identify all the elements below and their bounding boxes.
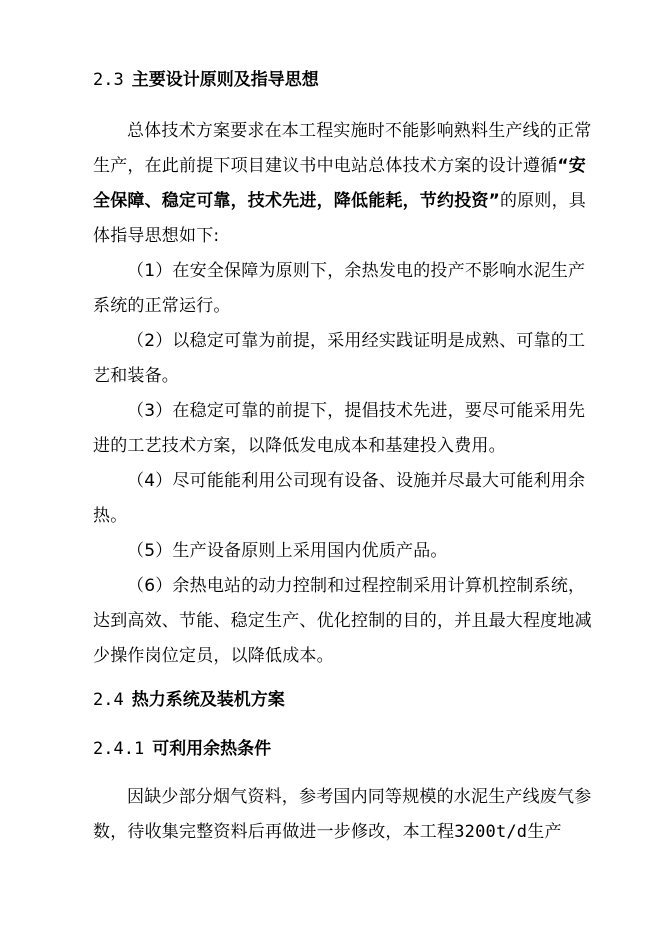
section-title: 主要设计原则及指导思想 (131, 70, 319, 90)
paragraph-text: 因缺少部分烟气资料，参考国内同等规模的水泥生产线废气参数，待收集完整资料后再做进一步修改，本工程 (93, 787, 592, 842)
guideline-item-2: （2）以稳定可靠为前提，采用经实践证明是成熟、可靠的工艺和装备。 (93, 331, 586, 386)
waste-heat-paragraph (93, 780, 593, 850)
heading-2-3 (93, 68, 319, 92)
section-number: 2.4 (93, 690, 124, 710)
guideline-item-3: （3）在稳定可靠的前提下，提倡技术先进，要尽可能采用先进的工艺技术方案，以降低发电成本和基建投入费用。 (93, 401, 586, 456)
section-title: 热力系统及装机方案 (131, 690, 285, 710)
heading-2-4 (93, 688, 285, 712)
guideline-item-1: （1）在安全保障为原则下，余热发电的投产不影响水泥生产系统的正常运行。 (93, 261, 586, 316)
intro-text: 总体技术方案要求在本工程实施时不能影响熟料生产线的正常生产，在此前提下项目建议书中电站总体技术方案的设计遵循 (93, 121, 592, 176)
guideline-item-6: （6）余热电站的动力控制和过程控制采用计算机控制系统，达到高效、节能、稳定生产、优化控制的目的，并且最大程度地减少操作岗位定员，以降低成本。 (93, 576, 592, 666)
section-title: 可利用余热条件 (152, 739, 272, 759)
capacity-value: 3200t/d (454, 822, 528, 842)
section-number: 2.3 (93, 70, 124, 90)
intro-paragraph (93, 114, 593, 254)
guideline-item-5: （5）生产设备原则上采用国内优质产品。 (127, 541, 448, 561)
heading-2-4-1 (93, 737, 271, 761)
principles-quote: “安全保障、稳定可靠，技术先进，降低能耗，节约投资” (93, 156, 586, 211)
section-number: 2.4.1 (93, 739, 145, 759)
paragraph-text-end: 生产 (527, 822, 562, 842)
guideline-item-4: （4）尽可能能利用公司现有设备、设施并尽最大可能利用余热。 (93, 471, 586, 526)
intro-text-end: 的原则，具体指导思想如下: (93, 191, 586, 246)
